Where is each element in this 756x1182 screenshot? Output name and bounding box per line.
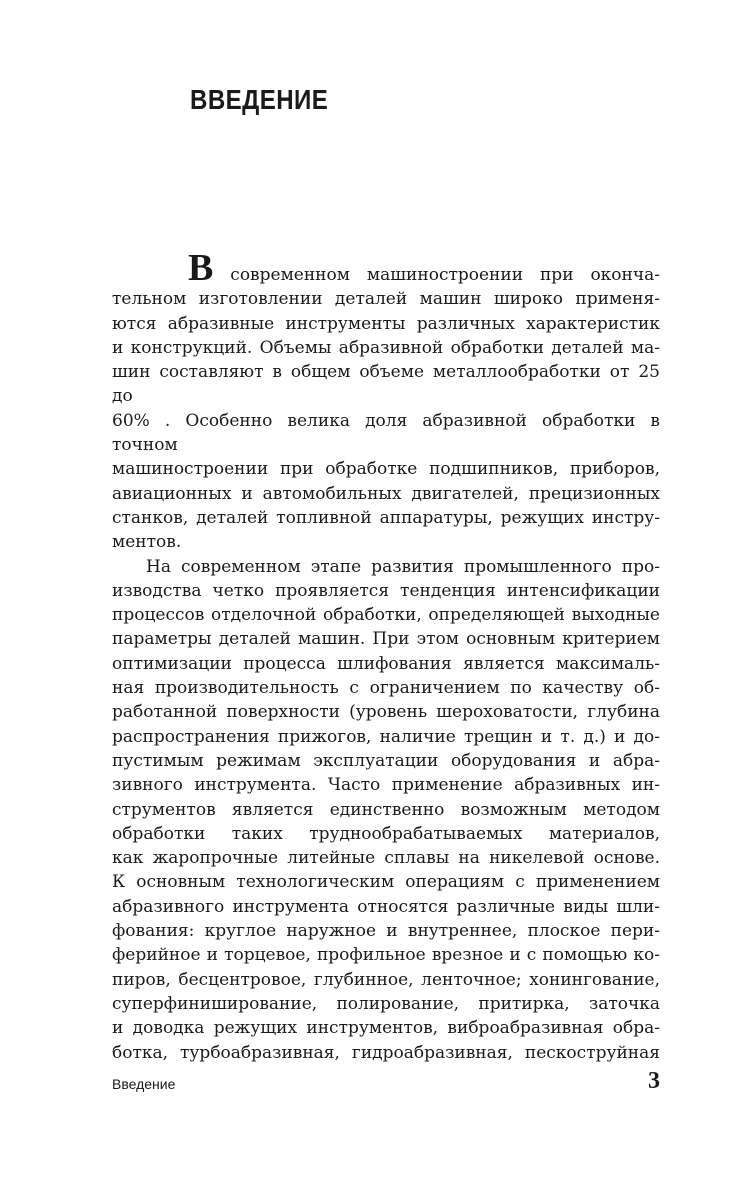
text-line: машиностроении при обработке подшипников, приборов, [112, 459, 660, 480]
text-line: ются абразивные инструменты различных характеристик [112, 313, 660, 334]
text-line: фования: круглое наружное и внутреннее, плоское пери- [112, 921, 660, 942]
text-line: ферийное и торцевое, профильное врезное и с помощью ко- [112, 945, 660, 966]
text-line: К основным технологическим операциям с применением [112, 872, 660, 893]
text-line: абразивного инструмента относятся различные виды шли- [112, 896, 660, 917]
text-line: работанной поверхности (уровень шероховатости, глубина [112, 702, 660, 723]
text-line: авиационных и автомобильных двигателей, прецизионных [112, 483, 660, 504]
text-line: как жаропрочные литейные сплавы на никелевой основе. [112, 848, 660, 869]
text-line: станков, деталей топливной аппаратуры, режущих инстру- [112, 507, 660, 528]
text-line: и доводка режущих инструментов, виброабразивная обра- [112, 1018, 660, 1039]
text-line: пиров, бесцентровое, глубинное, ленточное; хонингование, [112, 969, 660, 990]
text-line: и конструкций. Объемы абразивной обработки деталей ма- [112, 337, 660, 358]
page-number: 3 [648, 1068, 660, 1094]
text-line [112, 247, 660, 289]
text-line: ментов. [112, 532, 182, 553]
running-footer-section: Введение [112, 1076, 176, 1092]
text-line: шин составляют в общем объеме металлообработки от 25 до [112, 362, 660, 407]
drop-cap: В [188, 247, 214, 289]
text-line: суперфиниширование, полирование, притирка, заточка [112, 993, 660, 1014]
text-line: процессов отделочной обработки, определяющей выходные [112, 605, 660, 626]
text-line: распространения прижогов, наличие трещин и т. д.) и до- [112, 726, 660, 747]
body-text [112, 247, 660, 1065]
text-line: На современном этапе развития промышленного про- [146, 556, 660, 577]
chapter-title: ВВЕДЕНИЕ [190, 84, 329, 115]
text-line: обработки таких труднообрабатываемых материалов, [112, 823, 660, 844]
paragraph-2 [112, 555, 660, 1065]
line-text: современном машиностроении при оконча- [230, 265, 660, 285]
text-line: ботка, турбоабразивная, гидроабразивная, пескоструйная [112, 1042, 660, 1063]
text-line: струментов является единственно возможным методом [112, 799, 660, 820]
text-line: параметры деталей машин. При этом основным критерием [112, 629, 660, 650]
paragraph-1 [112, 247, 660, 555]
text-line: ная производительность с ограничением по качеству об- [112, 678, 660, 699]
text-line: изводства четко проявляется тенденция интенсификации [112, 580, 660, 601]
text-line: зивного инструмента. Часто применение абразивных ин- [112, 775, 660, 796]
text-line: тельном изготовлении деталей машин широко применя- [112, 289, 660, 310]
text-line: 60% . Особенно велика доля абразивной обработки в точном [112, 410, 660, 456]
text-line: пустимым режимам эксплуатации оборудования и абра- [112, 750, 660, 771]
text-line: оптимизации процесса шлифования является максималь- [112, 653, 660, 674]
